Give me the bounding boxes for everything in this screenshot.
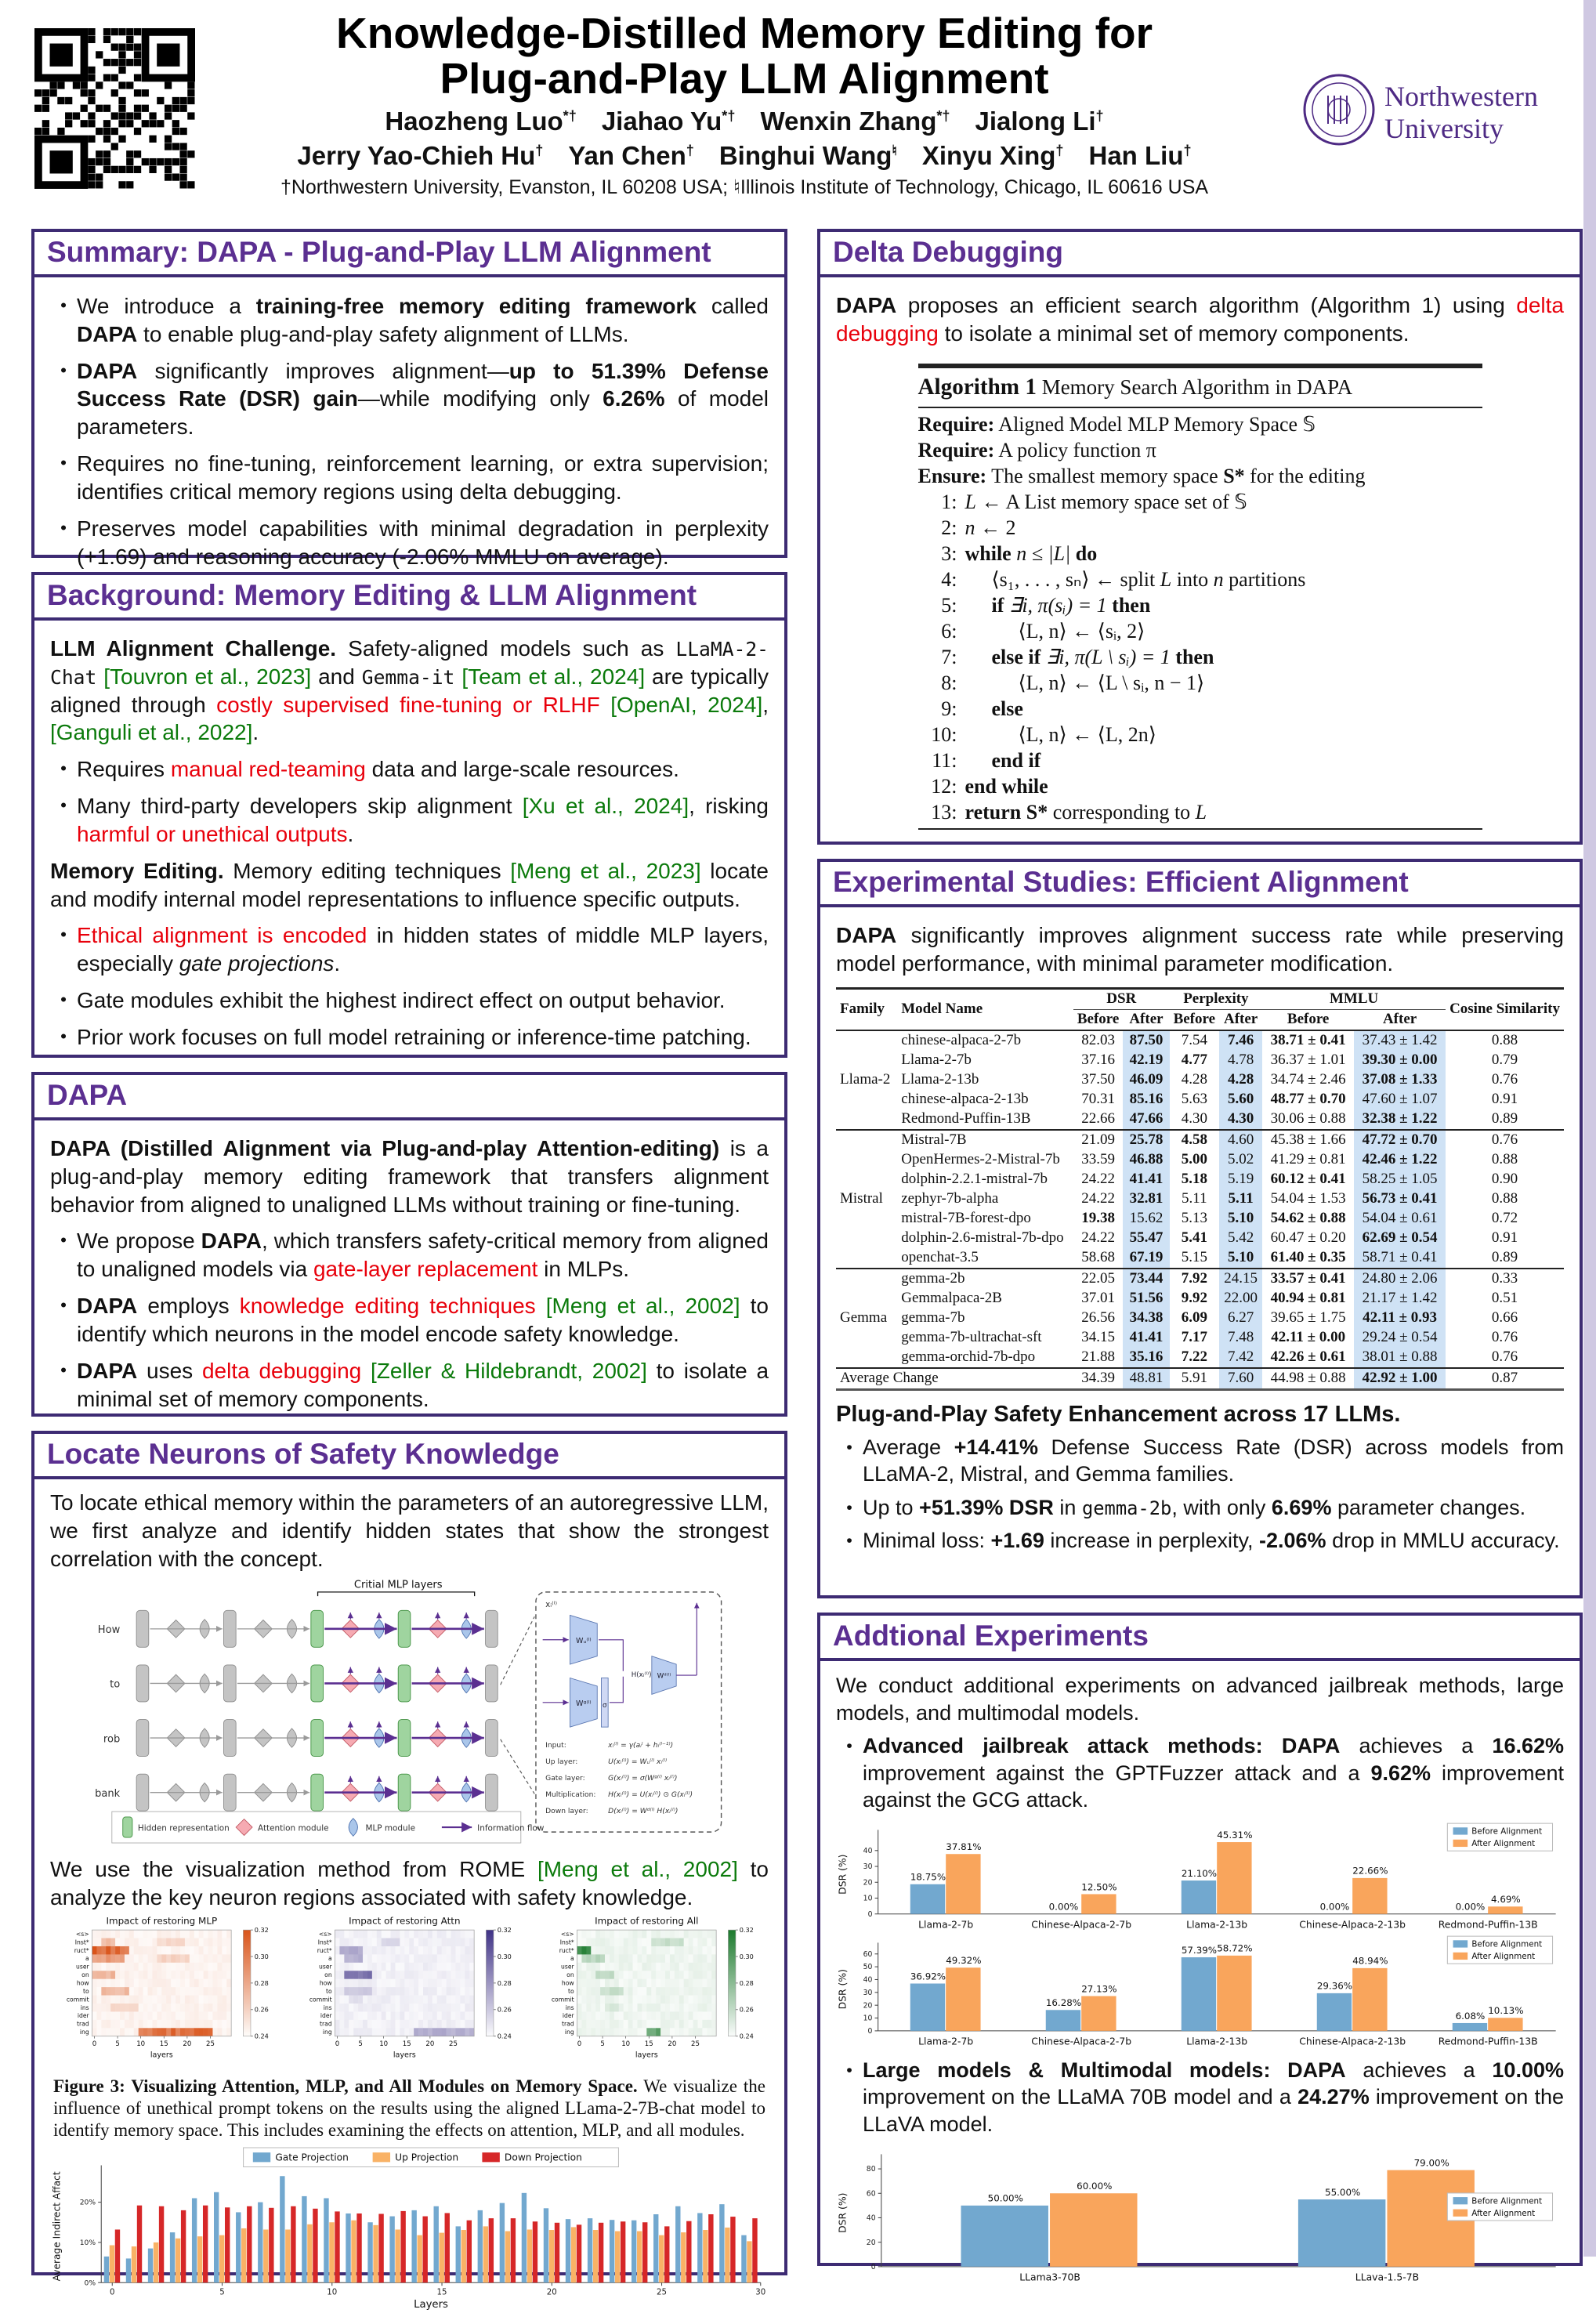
svg-text:H(xᵢ⁽ˡ⁾) = U(xᵢ⁽ˡ⁾) ⊙ G(xᵢ⁽ˡ⁾): H(xᵢ⁽ˡ⁾) = U(xᵢ⁽ˡ⁾) ⊙ G(xᵢ⁽ˡ⁾) [608, 1791, 693, 1799]
svg-text:15: 15 [160, 2040, 168, 2048]
svg-text:Northwestern: Northwestern [1384, 81, 1538, 112]
svg-text:20%: 20% [80, 2199, 96, 2207]
svg-text:0: 0 [110, 2288, 114, 2297]
section-summary [31, 229, 787, 558]
svg-text:60: 60 [863, 1950, 873, 1959]
svg-text:0.28: 0.28 [740, 1979, 754, 1987]
svg-text:how: how [77, 1980, 89, 1987]
svg-text:user: user [561, 1964, 574, 1971]
svg-text:30: 30 [863, 1989, 873, 1997]
left-column [31, 229, 787, 2275]
svg-text:36.92%: 36.92% [910, 1971, 946, 1982]
svg-text:0: 0 [868, 2027, 873, 2036]
section-dapa-body [34, 1120, 784, 1429]
svg-text:25: 25 [206, 2040, 215, 2048]
svg-text:5: 5 [219, 2288, 224, 2297]
additional-bullets-2 [836, 2057, 1564, 2138]
svg-text:ider: ider [563, 2012, 575, 2019]
svg-text:layers: layers [150, 2051, 173, 2060]
svg-text:to: to [326, 1988, 332, 1995]
heatmap-attn [293, 1915, 527, 2071]
svg-text:bank: bank [95, 1788, 121, 1800]
svg-text:a: a [328, 1955, 331, 1962]
svg-text:ing: ing [80, 2029, 89, 2036]
section-background [31, 572, 787, 1058]
section-additional-title: Addtional Experiments [820, 1616, 1580, 1661]
svg-text:0: 0 [92, 2040, 96, 2048]
svg-text:D(xᵢ⁽ˡ⁾) = Wᵈ⁽ˡ⁾ H(xᵢ⁽ˡ⁾): D(xᵢ⁽ˡ⁾) = Wᵈ⁽ˡ⁾ H(xᵢ⁽ˡ⁾) [608, 1808, 678, 1815]
svg-text:to: to [110, 1679, 120, 1691]
svg-text:layers: layers [393, 2051, 415, 2060]
table-row: Llama-2-7b 37.16 42.19 4.77 4.78 36.37 ± 1.01 39.30 ± 0.00 0.79 [836, 1051, 1564, 1070]
svg-text:0.24: 0.24 [740, 2032, 754, 2040]
svg-text:rob: rob [103, 1734, 119, 1746]
svg-text:0.32: 0.32 [497, 1926, 511, 1934]
svg-text:DSR (%): DSR (%) [837, 1854, 848, 1894]
additional-paragraph: We conduct additional experiments on advanced jailbreak methods, large models, and multimodal models. [836, 1672, 1564, 1726]
svg-text:Down layer:: Down layer: [545, 1808, 588, 1815]
table-row: Gemma gemma-2b 22.05 73.44 7.92 24.15 33.57 ± 0.41 24.80 ± 2.06 0.33 [836, 1269, 1564, 1289]
svg-text:H(xᵢ⁽ˡ⁾): H(xᵢ⁽ˡ⁾) [631, 1671, 651, 1679]
svg-text:4.69%: 4.69% [1491, 1894, 1521, 1905]
svg-text:MLP module: MLP module [365, 1824, 415, 1833]
svg-text:37.81%: 37.81% [946, 1841, 981, 1852]
experiments-bullets [836, 1434, 1564, 1555]
author: Han Liu† [1088, 141, 1191, 170]
large-models-bars [836, 2145, 1564, 2286]
qr-code-icon [34, 28, 195, 189]
svg-text:60.00%: 60.00% [1077, 2181, 1112, 2192]
svg-text:30: 30 [863, 1862, 873, 1871]
svg-text:27.13%: 27.13% [1081, 1984, 1116, 1995]
section-additional-body [820, 1661, 1580, 2290]
svg-text:10%: 10% [80, 2239, 96, 2247]
svg-text:0.32: 0.32 [255, 1926, 269, 1934]
section-dapa [31, 1072, 787, 1417]
table-row: mistral-7B-forest-dpo 19.38 15.62 5.13 5.10 54.62 ± 0.88 54.04 ± 0.61 0.72 [836, 1209, 1564, 1229]
svg-text:10: 10 [863, 2014, 873, 2023]
svg-text:Inst*: Inst* [560, 1938, 574, 1946]
author: Binghui Wang♮ [719, 141, 897, 170]
table-row: dolphin-2.6-mistral-7b-dpo 24.22 55.47 5.41 5.42 60.47 ± 0.20 62.69 ± 0.54 0.91 [836, 1229, 1564, 1248]
table-row: gemma-orchid-7b-dpo 21.88 35.16 7.22 7.42 42.26 ± 0.61 38.01 ± 0.88 0.76 [836, 1348, 1564, 1368]
bullet-item: • Requires manual red-teaming data and large-scale resources. [50, 755, 769, 784]
svg-text:Llama-2-7b: Llama-2-7b [918, 1919, 973, 1930]
svg-text:20: 20 [867, 2238, 876, 2246]
svg-text:ing: ing [322, 2029, 331, 2036]
svg-text:ins: ins [566, 2004, 574, 2011]
svg-text:Llama-2-13b: Llama-2-13b [1186, 1919, 1247, 1930]
bullet-item: • Prior work focuses on full model retraining or inference-time patching. [50, 1023, 769, 1052]
header [0, 0, 1596, 227]
svg-text:79.00%: 79.00% [1414, 2157, 1449, 2168]
table-row: chinese-alpaca-2-13b 70.31 85.16 5.63 5.60 48.77 ± 0.70 47.60 ± 1.07 0.91 [836, 1090, 1564, 1109]
svg-text:trad: trad [562, 2021, 574, 2028]
transformer-diagram [92, 1576, 727, 1848]
section-experimental-studies [817, 859, 1583, 1598]
authors-line1 [196, 107, 1293, 136]
svg-text:58.72%: 58.72% [1217, 1943, 1252, 1954]
svg-text:commit: commit [309, 1996, 331, 2004]
svg-text:0.00%: 0.00% [1456, 1901, 1486, 1912]
table-row: Llama-2-13b 37.50 46.09 4.28 4.28 34.74 ± 2.46 37.08 ± 1.33 0.76 [836, 1070, 1564, 1090]
poster-title [196, 11, 1293, 102]
background-bullets-1 [50, 755, 769, 848]
svg-text:LLama3-70B: LLama3-70B [1019, 2271, 1080, 2282]
svg-text:Llama-2-13b: Llama-2-13b [1186, 2036, 1247, 2047]
svg-text:80: 80 [867, 2165, 876, 2174]
section-background-body [34, 621, 784, 1068]
svg-text:40: 40 [867, 2213, 876, 2222]
svg-text:ruct*: ruct* [559, 1947, 574, 1954]
poster-title-line1: Knowledge-Distilled Memory Editing for [196, 11, 1293, 56]
svg-text:0.30: 0.30 [497, 1953, 511, 1960]
svg-text:Layers: Layers [414, 2299, 448, 2311]
svg-text:0.30: 0.30 [740, 1953, 754, 1960]
svg-text:49.32%: 49.32% [946, 1955, 981, 1966]
svg-text:How: How [97, 1625, 120, 1637]
section-experiments-body [820, 907, 1580, 1569]
bullet-item: • Gate modules exhibit the highest indirect effect on output behavior. [50, 986, 769, 1015]
poster-right-edge [1583, 0, 1596, 2257]
svg-text:xᵢ⁽ˡ⁾: xᵢ⁽ˡ⁾ [545, 1601, 557, 1610]
svg-text:on: on [81, 1971, 89, 1978]
transformer-figure [50, 1576, 769, 1852]
svg-text:40: 40 [863, 1976, 873, 1985]
table-row: openchat-3.5 58.68 67.19 5.15 5.10 61.40 ± 0.35 58.71 ± 0.41 0.89 [836, 1248, 1564, 1269]
svg-text:30: 30 [755, 2288, 765, 2297]
svg-text:Impact of restoring Attn: Impact of restoring Attn [349, 1916, 460, 1927]
section-delta-title: Delta Debugging [820, 232, 1580, 277]
svg-text:After Alignment: After Alignment [1471, 1952, 1535, 1961]
figure3-caption: Figure 3: Visualizing Attention, MLP, and All Modules on Memory Space. We visualize the influence of unethical prompt tokens on the results using the aligned LLama-2-7B-chat model to identify memory space. This includes examining the effects on attention, MLP, and all modules. [53, 2076, 765, 2141]
heatmap-mlp [50, 1915, 284, 2071]
background-paragraph-2: Memory Editing. Memory editing techniques [Meng et al., 2023] locate and modify internal model representations to influence specific outputs. [50, 857, 769, 914]
svg-text:20: 20 [425, 2040, 434, 2048]
svg-text:15: 15 [437, 2288, 447, 2297]
bullet-item: • Many third-party developers skip alignment [Xu et al., 2024], risking harmful or unethical outputs. [50, 792, 769, 849]
bullet-item: • Average +14.41% Defense Success Rate (DSR) across models from LLaMA-2, Mistral, and Gemma families. [836, 1434, 1564, 1488]
svg-text:Wᵈ⁽ˡ⁾: Wᵈ⁽ˡ⁾ [657, 1673, 671, 1681]
section-locate-neurons [31, 1431, 787, 2275]
svg-text:20: 20 [668, 2040, 676, 2048]
section-summary-body [34, 277, 784, 587]
svg-text:Impact of restoring MLP: Impact of restoring MLP [106, 1916, 217, 1927]
svg-text:Chinese-Alpaca-2-7b: Chinese-Alpaca-2-7b [1031, 2036, 1131, 2047]
svg-text:10.13%: 10.13% [1488, 2005, 1523, 2016]
svg-text:Down Projection: Down Projection [505, 2152, 582, 2163]
bullet-item: • DAPA employs knowledge editing techniques [Meng et al., 2002] to identify which neurons in the model encode safety knowledge. [50, 1292, 769, 1348]
section-background-title: Background: Memory Editing & LLM Alignment [34, 575, 784, 621]
svg-text:0: 0 [335, 2040, 338, 2048]
svg-text:12.50%: 12.50% [1081, 1881, 1116, 1892]
svg-text:trad: trad [320, 2021, 332, 2028]
locate-paragraph-2: We use the visualization method from ROME [Meng et al., 2002] to analyze the key neuron regions associated with safety knowledge. [50, 1855, 769, 1912]
algorithm-1: Algorithm 1 Memory Search Algorithm in DAPA Require: Aligned Model MLP Memory Space 𝕊 Require: A policy function π Ensure: The smallest memory space S* for the editing 1: L ← A List memory space set of 𝕊 2: n ← 2 3: while n ≤ |L| do 4: ⟨s₁, . . . , sₙ⟩ ← split L into n partitions 5: if ∃i, π(sᵢ) = 1 then 6: ⟨L, n⟩ ← ⟨sᵢ, 2⟩ 7: else if ∃i, π(L \ sᵢ) = 1 then 8: ⟨L, n⟩ ← ⟨L \ sᵢ, n − 1⟩ 9: else 10: ⟨L, n⟩ ← ⟨L, 2n⟩ 11: end if 12: end while 13: return S* corresponding to L [918, 364, 1482, 830]
gcg-bars [836, 1933, 1564, 2051]
svg-text:0.24: 0.24 [497, 2032, 511, 2040]
svg-text:ins: ins [323, 2004, 331, 2011]
figure3-heatmaps [50, 1915, 769, 2071]
svg-text:DSR (%): DSR (%) [837, 1969, 848, 2009]
svg-text:25: 25 [449, 2040, 458, 2048]
svg-text:0: 0 [577, 2040, 581, 2048]
delta-paragraph: DAPA proposes an efficient search algorithm (Algorithm 1) using delta debugging to isolate a minimal set of memory components. [836, 291, 1564, 348]
svg-text:After Alignment: After Alignment [1471, 1839, 1535, 1848]
bullet-item: • DAPA significantly improves alignment—up to 51.39% Defense Success Rate (DSR) gain—while modifying only 6.26% of model parameters. [50, 357, 769, 441]
results-table: Family Model Name DSR Perplexity MMLU Cosine Similarity Before After Before After Before After Llama-2 chinese-alpaca-2-7b 82.03 87.50 7.54 7.46 38.71 ± 0.41 37.43 ± 1.42 0.88 Llama-2-7b 37.16 42.19 4.77 4.78 36.37 ± 1.01 39.30 ± 0.00 0.79 Llama-2-13b 37.50 46.09 4.28 4.28 34.74 ± 2.46 37.08 ± 1.33 0.76 chinese-alpaca-2-13b 70.31 85.16 5.63 5.60 48.77 ± 0.70 47.60 ± 1.07 0.91 Redmond-Puffin-13B 22.66 47.66 4.30 4.30 30.06 ± 0.88 32.38 ± 1.22 0.89 Mistral Mistral-7B 21.09 25.78 4.58 4.60 45.38 ± 1.66 47.72 ± 0.70 0.76 OpenHermes-2-Mistral-7b 33.59 46.88 5.00 5.02 41.29 ± 0.81 42.46 ± 1.22 0.88 dolphin-2.2.1-mistral-7b 24.22 41.41 5.18 5.19 60.12 ± 0.41 58.25 ± 1.05 0.90 zephyr-7b-alpha 24.22 32.81 5.11 5.11 54.04 ± 1.53 56.73 ± 0.41 0.88 mistral-7B-forest-dpo 19.38 15.62 5.13 5.10 54.62 ± 0.88 54.04 ± 0.61 0.72 dolphin-2.6-mistral-7b-dpo 24.22 55.47 5.41 5.42 60.47 ± 0.20 62.69 ± 0.54 0.91 openchat-3.5 58.68 67.19 5.15 5.10 61.40 ± 0.35 58.71 ± 0.41 0.89 Gemma gemma-2b 22.05 73.44 7.92 24.15 33.57 ± 0.41 24.80 ± 2.06 0.33 Gemmalpaca-2B 37.01 51.56 9.92 22.00 40.94 ± 0.81 21.17 ± 1.42 0.51 gemma-7b 26.56 34.38 6.09 6.27 39.65 ± 1.75 42.11 ± 0.93 0.66 gemma-7b-ultrachat-sft 34.15 41.41 7.17 7.48 42.11 ± 0.00 29.24 ± 0.54 0.76 gemma-orchid-7b-dpo 21.88 35.16 7.22 7.42 42.26 ± 0.61 38.01 ± 0.88 0.76 Average Change 34.39 48.81 5.91 7.60 44.98 ± 0.88 42.92 ± 1.00 0.87 [836, 987, 1564, 1391]
svg-text:21.10%: 21.10% [1182, 1868, 1217, 1879]
svg-text:60: 60 [867, 2189, 876, 2198]
dapa-bullets [50, 1227, 769, 1413]
poster-title-line2: Plug-and-Play LLM Alignment [196, 56, 1293, 102]
results-table-container [836, 987, 1564, 1391]
affiliations: †Northwestern University, Evanston, IL 60208 USA; ♮Illinois Institute of Technology, Chicago, IL 60616 USA [196, 176, 1293, 199]
background-paragraph-1: LLM Alignment Challenge. Safety-aligned models such as LLaMA-2-Chat [Touvron et al., 2023] and Gemma-it [Team et al., 2024] are typically aligned through costly supervised fine-tuning or RLHF [OpenAI, 2024], [Ganguli et al., 2022]. [50, 635, 769, 747]
svg-text:<s>: <s> [318, 1931, 331, 1938]
svg-text:0.28: 0.28 [255, 1979, 269, 1987]
svg-text:55.00%: 55.00% [1325, 2186, 1360, 2197]
bullet-item: • Up to +51.39% DSR in gemma-2b, with only 6.69% parameter changes. [836, 1494, 1564, 1522]
svg-text:6.08%: 6.08% [1456, 2011, 1486, 2022]
authors-line2 [196, 141, 1293, 171]
svg-text:50.00%: 50.00% [988, 2192, 1023, 2203]
svg-text:ruct*: ruct* [317, 1947, 331, 1954]
dapa-paragraph: DAPA (Distilled Alignment via Plug-and-play Attention-editing) is a plug-and-play memory editing framework that transfers alignment behavior from aligned to unaligned LLMs without training or fine-tuning. [50, 1135, 769, 1218]
svg-text:5: 5 [115, 2040, 119, 2048]
svg-text:Llama-2-7b: Llama-2-7b [918, 2036, 973, 2047]
svg-text:Before Alignment: Before Alignment [1471, 1826, 1542, 1836]
svg-text:20: 20 [547, 2288, 557, 2297]
background-bullets-2 [50, 921, 769, 1051]
svg-text:10: 10 [621, 2040, 630, 2048]
bullet-item: • We propose DAPA, which transfers safety-critical memory from aligned to unaligned models via gate-layer replacement in MLPs. [50, 1227, 769, 1283]
section-dapa-title: DAPA [34, 1075, 784, 1120]
svg-text:on: on [324, 1971, 332, 1978]
author: Jiahao Yu*† [602, 107, 736, 136]
table-row: Llama-2 chinese-alpaca-2-7b 82.03 87.50 7.54 7.46 38.71 ± 0.41 37.43 ± 1.42 0.88 [836, 1030, 1564, 1051]
bullet-item: • Requires no fine-tuning, reinforcement learning, or extra supervision; identifies critical memory regions using delta debugging. [50, 450, 769, 506]
author: Haozheng Luo*† [385, 107, 576, 136]
table-row: zephyr-7b-alpha 24.22 32.81 5.11 5.11 54.04 ± 1.53 56.73 ± 0.41 0.88 [836, 1189, 1564, 1209]
svg-text:20: 20 [183, 2040, 191, 2048]
table-row: Redmond-Puffin-13B 22.66 47.66 4.30 4.30 30.06 ± 0.88 32.38 ± 1.22 0.89 [836, 1109, 1564, 1130]
svg-text:commit: commit [67, 1996, 89, 2004]
svg-text:commit: commit [552, 1996, 574, 2004]
svg-text:0: 0 [871, 2262, 876, 2271]
svg-text:18.75%: 18.75% [910, 1871, 946, 1882]
summary-bullets [50, 292, 769, 570]
table-row: OpenHermes-2-Mistral-7b 33.59 46.88 5.00 5.02 41.29 ± 0.81 42.46 ± 1.22 0.88 [836, 1150, 1564, 1170]
author: Jerry Yao-Chieh Hu† [297, 141, 543, 170]
svg-text:to: to [83, 1988, 89, 1995]
svg-text:25: 25 [691, 2040, 700, 2048]
right-column [817, 229, 1583, 2266]
svg-text:Critial MLP layers: Critial MLP layers [353, 1580, 442, 1591]
svg-text:Before Alignment: Before Alignment [1471, 2196, 1542, 2206]
indirect-effect-bars [50, 2146, 769, 2310]
svg-text:Up Projection: Up Projection [395, 2152, 458, 2163]
svg-text:LLava-1.5-7B: LLava-1.5-7B [1355, 2271, 1419, 2282]
author: Yan Chen† [568, 141, 693, 170]
svg-text:user: user [76, 1964, 89, 1971]
svg-text:G(xᵢ⁽ˡ⁾) = σ(Wᵍ⁽ˡ⁾ xᵢ⁽ˡ⁾): G(xᵢ⁽ˡ⁾) = σ(Wᵍ⁽ˡ⁾ xᵢ⁽ˡ⁾) [608, 1775, 677, 1783]
svg-text:ruct*: ruct* [74, 1947, 89, 1954]
svg-text:Before Alignment: Before Alignment [1471, 1940, 1542, 1949]
bullet-item: • Ethical alignment is encoded in hidden states of middle MLP layers, especially gate projections. [50, 921, 769, 978]
svg-text:xᵢ⁽ˡ⁾ = γ(aᵢˡ + hᵢ⁽ˡ⁻¹⁾): xᵢ⁽ˡ⁾ = γ(aᵢˡ + hᵢ⁽ˡ⁻¹⁾) [607, 1743, 673, 1750]
svg-text:ider: ider [78, 2012, 90, 2019]
locate-paragraph-1: To locate ethical memory within the parameters of an autoregressive LLM, we first analyze and identify hidden states that show the strongest correlation with the concept. [50, 1489, 769, 1573]
svg-text:ider: ider [320, 2012, 332, 2019]
svg-text:Inst*: Inst* [317, 1938, 331, 1946]
svg-text:Up layer:: Up layer: [545, 1759, 577, 1767]
gcg-chart [836, 1933, 1564, 2051]
svg-text:how: how [562, 1980, 574, 1987]
svg-text:0.26: 0.26 [497, 2006, 511, 2014]
bullet-item: • Preserves model capabilities with minimal degradation in perplexity (+1.69) and reasoning accuracy (-2.06% MMLU on average). [50, 515, 769, 571]
svg-text:Average Indirect Affact: Average Indirect Affact [51, 2171, 62, 2281]
gptfuzzer-bars [836, 1820, 1564, 1934]
heatmap-all [535, 1915, 769, 2071]
svg-text:layers: layers [635, 2051, 658, 2060]
svg-text:Multiplication:: Multiplication: [545, 1791, 595, 1799]
svg-text:a: a [85, 1955, 89, 1962]
author: Xinyu Xing† [922, 141, 1064, 170]
table-row: Gemmalpaca-2B 37.01 51.56 9.92 22.00 40.94 ± 0.81 21.17 ± 1.42 0.51 [836, 1289, 1564, 1309]
header-center [196, 11, 1293, 199]
svg-text:10: 10 [379, 2040, 388, 2048]
author: Wenxin Zhang*† [760, 107, 950, 136]
svg-text:0.28: 0.28 [497, 1979, 511, 1987]
svg-text:15: 15 [645, 2040, 653, 2048]
section-experiments-title: Experimental Studies: Efficient Alignment [820, 862, 1580, 907]
svg-text:10: 10 [136, 2040, 145, 2048]
svg-text:on: on [566, 1971, 574, 1978]
svg-text:29.36%: 29.36% [1317, 1981, 1352, 1992]
author: Jialong Li† [975, 107, 1104, 136]
svg-text:a: a [570, 1955, 574, 1962]
bullet-item: • Large models & Multimodal models: DAPA achieves a 10.00% improvement on the LLaMA 70B model and a 24.27% improvement on the LLaVA model. [836, 2057, 1564, 2138]
svg-text:0.00%: 0.00% [1049, 1901, 1079, 1912]
section-delta-body [820, 277, 1580, 842]
svg-text:Chinese-Alpaca-2-7b: Chinese-Alpaca-2-7b [1031, 1919, 1131, 1930]
svg-text:Redmond-Puffin-13B: Redmond-Puffin-13B [1439, 1919, 1538, 1930]
bullet-item: • We introduce a training-free memory editing framework called DAPA to enable plug-and-play safety alignment of LLMs. [50, 292, 769, 349]
svg-text:Wᵍ⁽ˡ⁾: Wᵍ⁽ˡ⁾ [576, 1700, 592, 1709]
svg-text:Inst*: Inst* [75, 1938, 89, 1946]
svg-text:ing: ing [565, 2029, 574, 2036]
svg-text:40: 40 [863, 1847, 873, 1855]
svg-text:<s>: <s> [76, 1931, 89, 1938]
svg-text:user: user [319, 1964, 332, 1971]
svg-text:DSR (%): DSR (%) [837, 2192, 848, 2232]
svg-text:16.28%: 16.28% [1046, 1997, 1081, 2008]
svg-text:<s>: <s> [561, 1931, 574, 1938]
svg-text:Hidden representation: Hidden representation [137, 1824, 229, 1833]
table-row: gemma-7b-ultrachat-sft 34.15 41.41 7.17 7.48 42.11 ± 0.00 29.24 ± 0.54 0.76 [836, 1328, 1564, 1348]
svg-text:Chinese-Alpaca-2-13b: Chinese-Alpaca-2-13b [1299, 2036, 1406, 2047]
bullet-item: • DAPA uses delta debugging [Zeller & Hildebrandt, 2002] to isolate a minimal set of memory components. [50, 1357, 769, 1414]
table-average-row: Average Change 34.39 48.81 5.91 7.60 44.98 ± 0.88 42.92 ± 1.00 0.87 [836, 1368, 1564, 1390]
svg-text:Redmond-Puffin-13B: Redmond-Puffin-13B [1439, 2036, 1538, 2047]
bullet-item: • Advanced jailbreak attack methods: DAPA achieves a 16.62% improvement against the GPTFuzzer attack and a 9.62% improvement against the GCG attack. [836, 1732, 1564, 1814]
svg-text:5: 5 [600, 2040, 604, 2048]
svg-text:48.94%: 48.94% [1352, 1956, 1388, 1967]
svg-text:45.31%: 45.31% [1217, 1830, 1252, 1841]
svg-text:how: how [319, 1980, 331, 1987]
svg-text:20: 20 [863, 1878, 873, 1887]
svg-text:0.32: 0.32 [740, 1926, 754, 1934]
indirect-effect-chart [50, 2146, 769, 2310]
svg-text:Information flow: Information flow [477, 1824, 545, 1833]
svg-text:10: 10 [327, 2288, 337, 2297]
svg-text:to: to [568, 1988, 574, 1995]
svg-text:10: 10 [863, 1894, 873, 1902]
large-models-chart [836, 2145, 1564, 2286]
svg-text:Gate Projection: Gate Projection [275, 2152, 349, 2163]
svg-text:25: 25 [657, 2288, 667, 2297]
svg-text:0.24: 0.24 [255, 2032, 269, 2040]
gptfuzzer-chart [836, 1820, 1564, 1934]
section-locate-title: Locate Neurons of Safety Knowledge [34, 1434, 784, 1479]
svg-text:After Alignment: After Alignment [1471, 2208, 1535, 2217]
northwestern-logo [1298, 63, 1565, 157]
experiments-paragraph: DAPA significantly improves alignment success rate while preserving model performance, with minimal parameter modification. [836, 921, 1564, 978]
svg-text:0.00%: 0.00% [1320, 1901, 1350, 1912]
svg-text:0: 0 [868, 1910, 873, 1919]
svg-text:0%: 0% [85, 2279, 96, 2287]
section-locate-body [34, 1479, 784, 2313]
svg-text:Attention module: Attention module [257, 1824, 328, 1833]
svg-text:University: University [1384, 113, 1504, 144]
table-row: gemma-7b 26.56 34.38 6.09 6.27 39.65 ± 1.75 42.11 ± 0.93 0.66 [836, 1309, 1564, 1328]
additional-bullets-1 [836, 1732, 1564, 1814]
table-row: dolphin-2.2.1-mistral-7b 24.22 41.41 5.18 5.19 60.12 ± 0.41 58.25 ± 1.05 0.90 [836, 1170, 1564, 1189]
svg-text:trad: trad [77, 2021, 89, 2028]
svg-text:U(xᵢ⁽ˡ⁾) = Wᵤ⁽ˡ⁾ xᵢ⁽ˡ⁾: U(xᵢ⁽ˡ⁾) = Wᵤ⁽ˡ⁾ xᵢ⁽ˡ⁾ [608, 1759, 667, 1767]
svg-text:22.66%: 22.66% [1352, 1865, 1388, 1876]
svg-text:ins: ins [81, 2004, 89, 2011]
svg-text:50: 50 [863, 1963, 873, 1971]
svg-text:Gate layer:: Gate layer: [545, 1775, 585, 1783]
svg-text:Chinese-Alpaca-2-13b: Chinese-Alpaca-2-13b [1299, 1919, 1406, 1930]
svg-text:σ: σ [603, 1702, 607, 1710]
svg-text:15: 15 [402, 2040, 411, 2048]
section-additional-experiments [817, 1613, 1583, 2266]
svg-text:Impact of restoring All: Impact of restoring All [595, 1916, 698, 1927]
svg-text:0.30: 0.30 [255, 1953, 269, 1960]
svg-text:0.26: 0.26 [740, 2006, 754, 2014]
svg-text:20: 20 [863, 2002, 873, 2011]
svg-text:Input:: Input: [545, 1743, 566, 1750]
section-delta-debugging [817, 229, 1583, 845]
svg-text:Wᵤ⁽ˡ⁾: Wᵤ⁽ˡ⁾ [576, 1638, 592, 1646]
table-row: Mistral Mistral-7B 21.09 25.78 4.58 4.60 45.38 ± 1.66 47.72 ± 0.70 0.76 [836, 1130, 1564, 1150]
svg-text:57.39%: 57.39% [1182, 1945, 1217, 1956]
bullet-item: • Minimal loss: +1.69 increase in perplexity, -2.06% drop in MMLU accuracy. [836, 1527, 1564, 1555]
svg-text:5: 5 [358, 2040, 362, 2048]
svg-text:0.26: 0.26 [255, 2006, 269, 2014]
experiments-subheading: Plug-and-Play Safety Enhancement across 17 LLMs. [836, 1402, 1564, 1428]
section-summary-title: Summary: DAPA - Plug-and-Play LLM Alignment [34, 232, 784, 277]
